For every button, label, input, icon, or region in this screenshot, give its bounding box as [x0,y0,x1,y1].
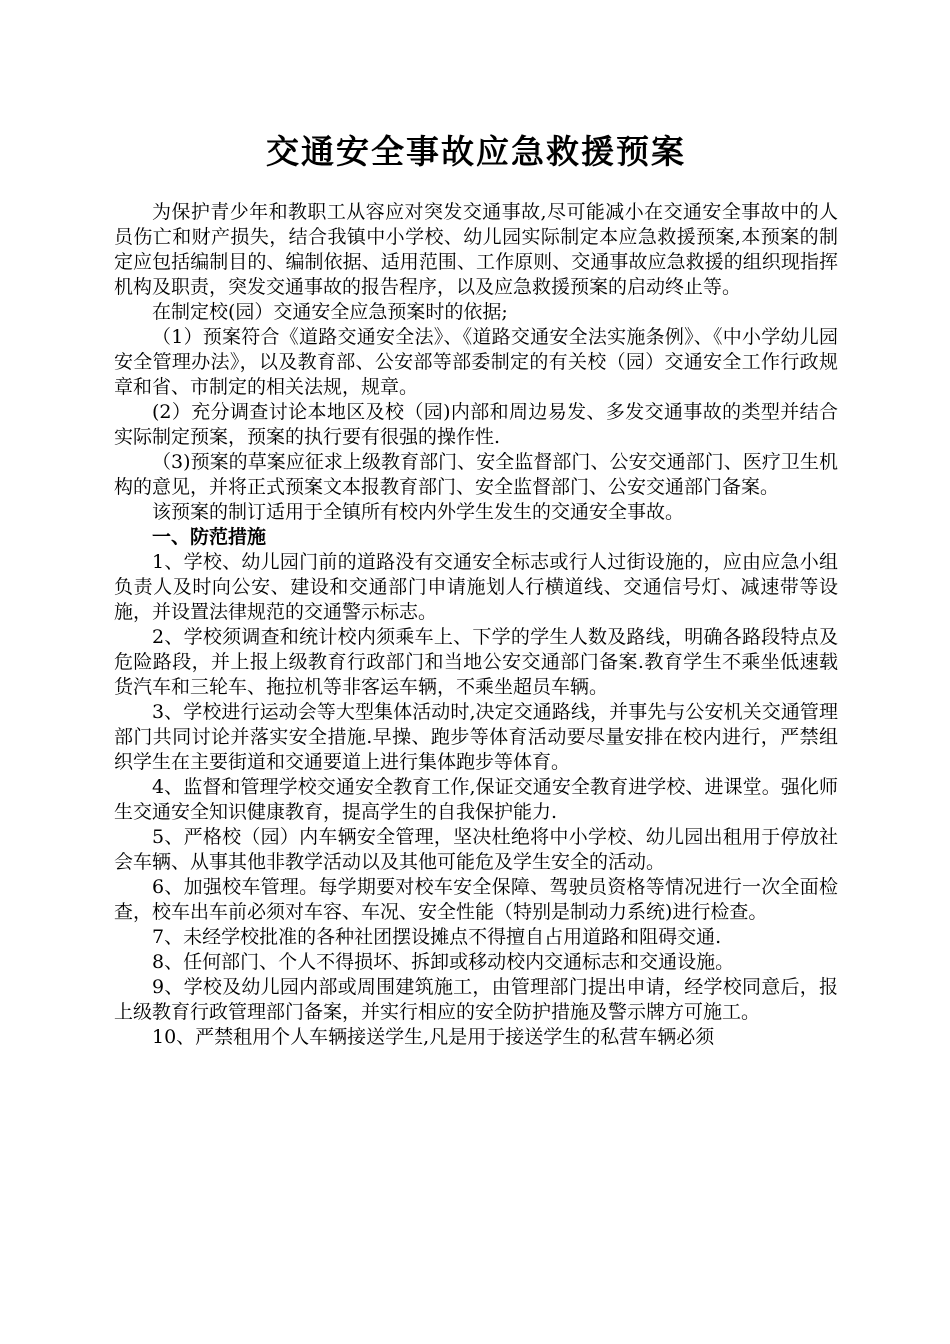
basis-item-3: （3)预案的草案应征求上级教育部门、安全监督部门、公安交通部门、医疗卫生机构的意见，并将正式预案文本报教育部门、安全监督部门、公安交通部门备案。 [114,451,838,498]
measure-item-6: 6、加强校车管理。每学期要对校车安全保障、驾驶员资格等情况进行一次全面检查，校车出车前必须对车容、车况、安全性能（特别是制动力系统)进行检查。 [114,876,838,923]
basis-paragraph: 在制定校(园）交通安全应急预案时的依据; [152,301,508,323]
measure-item-9: 9、学校及幼儿园内部或周围建筑施工，由管理部门提出申请，经学校同意后，报上级教育行政管理部门备案，并实行相应的安全防护措施及警示牌方可施工。 [114,976,838,1023]
basis-item-1: （1）预案符合《道路交通安全法》、《道路交通安全法实施条例》、《中小学幼儿园安全管理办法》，以及教育部、公安部等部委制定的有关校（园）交通安全工作行政规章和省、市制定的相关法规，规章。 [114,326,838,398]
measure-item-7: 7、未经学校批准的各种社团摆设摊点不得擅自占用道路和阻碍交通. [152,926,722,948]
section-heading: 一、防范措施 [152,526,267,548]
scope-paragraph: 该预案的制订适用于全镇所有校内外学生发生的交通安全事故。 [152,501,685,523]
basis-item-2: (2）充分调查讨论本地区及校（园)内部和周边易发、多发交通事故的类型并结合实际制定预案，预案的执行要有很强的操作性. [114,401,838,448]
measure-item-3: 3、学校进行运动会等大型集体活动时,决定交通路线，并事先与公安机关交通管理部门共同讨论并落实安全措施.早操、跑步等体育活动要尽量安排在校内进行，严禁组织学生在主要街道和交通要道上进行集体跑步等体育。 [114,701,838,773]
document-page [114,128,838,1050]
intro-paragraph: 为保护青少年和教职工从容应对突发交通事故,尽可能减小在交通安全事故中的人员伤亡和财产损失，结合我镇中小学校、幼儿园实际制定本应急救援预案,本预案的制定应包括编制目的、编制依据、适用范围、工作原则、交通事故应急救援的组织现指挥机构及职责，突发交通事故的报告程序，以及应急救援预案的启动终止等。 [114,201,838,298]
measure-item-8: 8、任何部门、个人不得损坏、拆卸或移动校内交通标志和交通设施。 [152,951,735,973]
measure-item-1: 1、学校、幼儿园门前的道路没有交通安全标志或行人过街设施的，应由应急小组负责人及时向公安、建设和交通部门申请施划人行横道线、交通信号灯、减速带等设施，并设置法律规范的交通警示标志。 [114,551,838,623]
measure-item-5: 5、严格校（园）内车辆安全管理，坚决杜绝将中小学校、幼儿园出租用于停放社会车辆、从事其他非教学活动以及其他可能危及学生安全的活动。 [114,826,838,873]
measure-item-4: 4、监督和管理学校交通安全教育工作,保证交通安全教育进学校、进课堂。强化师生交通安全知识健康教育，提高学生的自我保护能力. [114,776,838,823]
document-title: 交通安全事故应急救援预案 [266,132,686,171]
document-body [114,200,838,1050]
measure-item-2: 2、学校须调查和统计校内须乘车上、下学的学生人数及路线，明确各路段特点及危险路段，并上报上级教育行政部门和当地公安交通部门备案.教育学生不乘坐低速载货汽车和三轮车、拖拉机等非客运车辆，不乘坐超员车辆。 [114,626,838,698]
measure-item-10: 10、严禁租用个人车辆接送学生,凡是用于接送学生的私营车辆必须 [152,1026,715,1048]
